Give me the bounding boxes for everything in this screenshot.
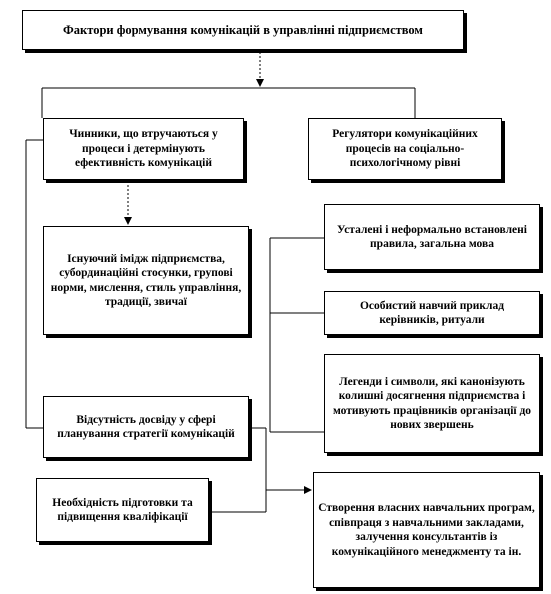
no-experience-box: Відсутність досвіду у сфері планування стратегії комунікацій xyxy=(43,396,249,458)
enterprise-image-box: Існуючий імідж підприємства, субординаційні стосунки, групові норми, мислення, стиль управління, традиції, звичаї xyxy=(43,226,249,335)
intervening-factors-box: Чинники, що втручаються у процеси і детермінують ефективність комунікацій xyxy=(43,118,244,180)
rules-box: Усталені і неформально встановлені правила, загальна мова xyxy=(324,204,540,270)
personal-example-box: Особистий навчий приклад керівників, ритуали xyxy=(324,291,540,335)
training-need-box: Необхідність підготовки та підвищення кваліфікації xyxy=(36,478,209,542)
own-programs-box: Створення власних навчальних програм, співпраця з навчальними закладами, залучення консультантів із комунікаційного менеджменту та ін. xyxy=(313,472,540,588)
regulators-box: Регулятори комунікаційних процесів на соціально-психологічному рівні xyxy=(308,118,502,180)
diagram-title-box: Фактори формування комунікацій в управлінні підприємством xyxy=(22,10,464,50)
legends-symbols-box: Легенди і символи, які канонізують колишні досягнення підприємства і мотивують працівників організації до нових звершень xyxy=(324,354,540,453)
